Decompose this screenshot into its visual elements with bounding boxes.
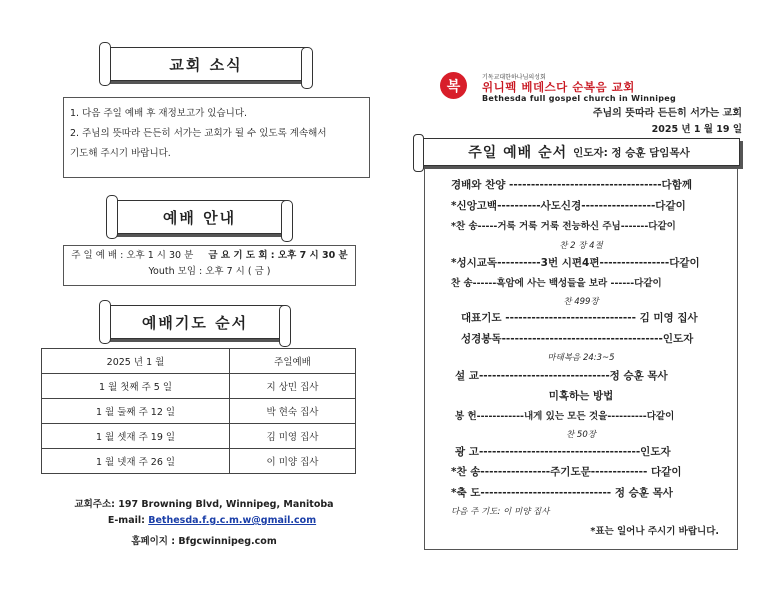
order-line: *찬 송-----거룩 거룩 거룩 전능하신 주님-------다같이 bbox=[451, 221, 676, 232]
notices-box bbox=[63, 97, 370, 178]
notice-item: 2. 주님의 뜻따라 든든히 서가는 교회가 될 수 있도록 계속해서 bbox=[70, 128, 327, 139]
church-address: 교회주소: 197 Browning Blvd, Winnipeg, Manitoba bbox=[74, 499, 334, 510]
friday-prayer-time: 금 요 기 도 회 : 오후 7 시 30 분 bbox=[208, 250, 348, 261]
order-line: *축 도------------------------------ 정 승훈 목사 bbox=[451, 487, 673, 499]
church-name-en: Bethesda full gospel church in Winnipeg bbox=[482, 94, 677, 103]
order-line: 봉 헌------------내게 있는 모든 것을----------다같이 bbox=[455, 411, 675, 422]
table-cell-date: 1 월 첫째 주 5 일 bbox=[42, 374, 230, 399]
table-cell-name: 이 미양 집사 bbox=[230, 449, 356, 474]
order-line: 찬 송------흑암에 사는 백성들을 보라 ------다같이 bbox=[451, 278, 662, 289]
table-header-row bbox=[42, 349, 356, 374]
table-row bbox=[42, 424, 356, 449]
service-order-box bbox=[424, 166, 738, 550]
order-line: *성시교독----------3번 시편4편----------------다같이 bbox=[451, 257, 700, 269]
service-order-title: 주일 예배 순서 bbox=[468, 145, 568, 161]
next-prayer-note: 다음 주 기도: 이 미양 집사 bbox=[451, 507, 550, 517]
sermon-title: 미혹하는 방법 bbox=[548, 390, 614, 402]
order-note: 마태복음 24:3~5 bbox=[547, 353, 615, 363]
order-line: *신앙고백----------사도신경-----------------다같이 bbox=[451, 200, 686, 212]
table-row bbox=[42, 449, 356, 474]
sunday-service-time: 주 일 예 배 : 오후 1 시 30 분 bbox=[71, 250, 194, 261]
worship-times-line1 bbox=[64, 248, 355, 264]
order-line: 경배와 찬양 -----------------------------------다함께 bbox=[451, 179, 692, 191]
youth-time: Youth 모임 : 오후 7 시 ( 금 ) bbox=[148, 266, 271, 277]
table-cell-date: 1 월 셋재 주 19 일 bbox=[42, 424, 230, 449]
notices-banner bbox=[105, 47, 307, 81]
service-order-banner bbox=[418, 138, 740, 166]
order-note: 찬 2 장 4절 bbox=[559, 241, 603, 251]
table-cell-name: 박 현숙 집사 bbox=[230, 399, 356, 424]
prayer-order-table bbox=[41, 348, 356, 474]
church-name-ko: 위니펙 베데스다 순복음 교회 bbox=[482, 80, 635, 94]
email-link[interactable]: Bethesda.f.g.c.m.w@gmail.com bbox=[148, 515, 317, 526]
standing-note: *표는 일어나 주시기 바랍니다. bbox=[590, 526, 719, 537]
table-cell-name: 지 상민 집사 bbox=[230, 374, 356, 399]
table-cell-date: 1 월 둘째 주 12 일 bbox=[42, 399, 230, 424]
table-row bbox=[42, 374, 356, 399]
table-header: 주일예배 bbox=[230, 349, 356, 374]
table-row bbox=[42, 399, 356, 424]
email-line bbox=[52, 515, 372, 526]
church-motto: 주님의 뜻따라 든든히 서가는 교회 bbox=[592, 108, 742, 119]
table-header: 2025 년 1 월 bbox=[42, 349, 230, 374]
notice-item: 1. 다음 주일 예배 후 재정보고가 있습니다. bbox=[70, 108, 248, 119]
worship-info-title: 예배 안내 bbox=[162, 208, 237, 227]
worship-info-banner bbox=[112, 200, 287, 234]
notice-item: 기도해 주시기 바랍니다. bbox=[70, 148, 171, 159]
prayer-order-title: 예배기도 순서 bbox=[141, 313, 249, 332]
order-note: 찬 499장 bbox=[563, 297, 599, 307]
table-cell-date: 1 월 넷재 주 26 일 bbox=[42, 449, 230, 474]
homepage: 홈페이지 : Bfgcwinnipeg.com bbox=[131, 536, 277, 547]
denomination-text: 기독교대한하나님의성회 bbox=[482, 74, 546, 81]
bulletin-date: 2025 년 1 월 19 일 bbox=[651, 124, 742, 135]
prayer-order-banner bbox=[105, 305, 285, 339]
table-cell-name: 김 미영 집사 bbox=[230, 424, 356, 449]
order-line: *찬 송----------------주기도문------------- 다같이 bbox=[451, 466, 682, 478]
order-note: 찬 50장 bbox=[566, 430, 596, 440]
worship-times-box bbox=[63, 245, 356, 286]
order-line: 설 교------------------------------정 승훈 목사 bbox=[455, 370, 668, 382]
email-label: E-mail: bbox=[107, 515, 149, 526]
service-order-leader: 인도자: 정 승훈 담임목사 bbox=[573, 146, 690, 159]
order-line: 성경봉독-------------------------------------인도자 bbox=[461, 333, 694, 345]
order-line: 광 고-------------------------------------인도자 bbox=[455, 446, 671, 458]
order-line: 대표기도 ------------------------------ 김 미영 집사 bbox=[461, 312, 698, 324]
notices-title: 교회 소식 bbox=[169, 55, 243, 74]
church-logo-icon: 복 bbox=[440, 72, 467, 99]
